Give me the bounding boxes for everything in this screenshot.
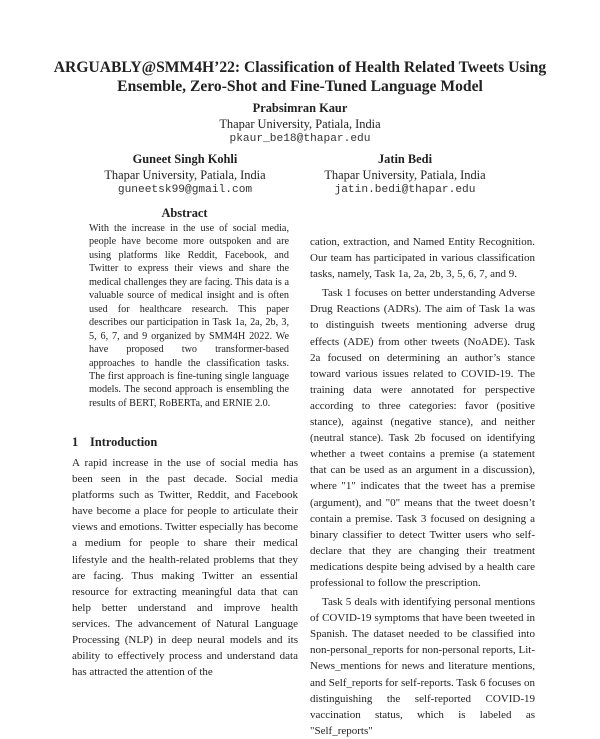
author-email[interactable]: pkaur_be18@thapar.edu	[229, 133, 371, 145]
paper-title-line-2: Ensemble, Zero-Shot and Fine-Tuned Language Model	[117, 78, 483, 95]
abstract-text: With the increase in the use of social media, people have become more outspoken and are using platforms like Reddit, Facebook, and Twitter to express their views and share the medical challenges they are facing. This data is a valuable source of medical insight and is often used for healthcare research. This paper describes our participation in Task 1a, 2a, 2b, 3, 5, 6, 7, and 9 organized by SMM4H 2022. We have proposed two transformer-based approaches to handle the classification tasks. The first approach is fine-tuning single language models. The second approach is ensembling the results of BERT, RoBERTa, and ERNIE 2.0.	[89, 223, 289, 409]
body-paragraph: Task 5 deals with identifying personal mentions of COVID-19 symptoms that have been tweeted in Spanish. The dataset needed to be classified into non-personal_reports for non-personal reports, Lit-News_mentions for news and literature mentions, and Self_reports for self-reports. Task 6 focuses on distinguishing the self-reported COVID-19 vaccination status, which is labeled as "Self_reports"	[310, 596, 535, 737]
body-paragraph: Task 1 focuses on better understanding Adverse Drug Reactions (ADRs). The aim of Task 1a was to distinguish tweets mentioning adverse drug effects (ADE) from other tweets (NoADE). Task 2a focused on determining an author’s stance toward various issues related to COVID-19. The training data were annotated for perspective according to three categories: favor (positive stance), against (negative stance), and neither (neutral stance). Task 2b focused on identifying whether a tweet contains a premise (a statement that can be used as an argument in a discussion), where "1" indicates that the tweet has a premise (argument), and "0" means that the tweet doesn’t contain a premise. Task 3 focused on designing a binary classifier to detect Twitter users who self-declare that they are changing their treatment medications despite being advised by a health care professional to follow the prescription.	[310, 287, 535, 589]
author-affiliation: Thapar University, Patiala, India	[219, 117, 381, 131]
section-number: 1	[72, 435, 79, 449]
author-name: Jatin Bedi	[377, 152, 433, 166]
author-block-1	[200, 101, 400, 147]
author-email[interactable]: jatin.bedi@thapar.edu	[334, 184, 476, 196]
paper-title	[40, 58, 560, 96]
body-paragraph: cation, extraction, and Named Entity Recognition. Our team has participated in various classification tasks, namely, Task 1a, 2a, 2b, 3, 5, 6, 7, and 9.	[310, 236, 535, 281]
introduction-text: A rapid increase in the use of social media has been seen in the past decade. Social media platforms such as Twitter, Reddit, and Facebook have become a place for people to articulate their views and emotions. Twitter especially has become a medium for people to share their medical lifestyle and the health-related problems that they are facing. Thus making Twitter an essential resource for extracting meaningful data that can help better understand and improve health services. The advancement of Natural Language Processing (NLP) in deep neural models and its ability to effectively process and understand data has attracted the attention of the	[72, 457, 298, 679]
right-column	[310, 234, 535, 739]
paper-title-line-1: ARGUABLY@SMM4H’22: Classification of Health Related Tweets Using	[53, 59, 547, 76]
author-name: Guneet Singh Kohli	[132, 152, 238, 166]
author-block-2	[85, 152, 285, 198]
author-name: Prabsimran Kaur	[252, 101, 348, 115]
section-heading-introduction	[72, 435, 157, 450]
author-affiliation: Thapar University, Patiala, India	[324, 168, 486, 182]
section-title: Introduction	[90, 435, 158, 449]
author-block-3	[305, 152, 505, 198]
author-email[interactable]: guneetsk99@gmail.com	[117, 184, 253, 196]
abstract-heading: Abstract	[161, 206, 208, 220]
author-affiliation: Thapar University, Patiala, India	[104, 168, 266, 182]
